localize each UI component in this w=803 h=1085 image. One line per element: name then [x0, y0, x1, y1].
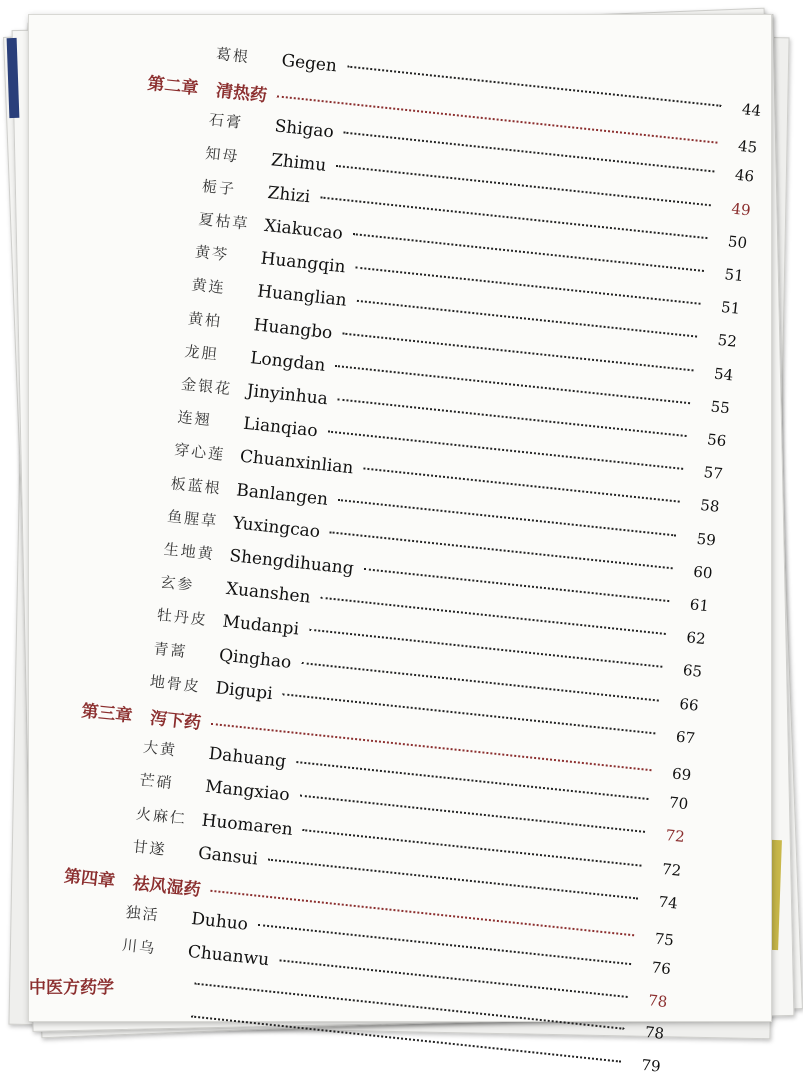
page-number: 54	[713, 364, 735, 385]
page-number: 61	[688, 595, 710, 616]
herb-pinyin-name: Digupi	[214, 678, 274, 704]
herb-pinyin-name: Mudanpi	[221, 612, 300, 640]
herb-chinese-name: 地骨皮	[149, 672, 202, 696]
herb-pinyin-name: Zhizi	[266, 182, 312, 208]
herb-pinyin-name: Chuanxinlian	[238, 446, 355, 479]
herb-chinese-name: 大黄	[142, 738, 178, 760]
herb-pinyin-name: Shengdihuang	[228, 545, 355, 579]
page-number: 74	[657, 892, 679, 913]
page-number: 79	[640, 1055, 662, 1076]
page-number: 67	[675, 727, 696, 748]
page-number: 78	[644, 1022, 665, 1043]
herb-pinyin-name: Dahuang	[207, 744, 287, 773]
herb-chinese-name: 川乌	[121, 936, 158, 958]
page-number: 57	[702, 463, 724, 484]
page-number: 72	[664, 826, 686, 847]
page-number: 75	[653, 929, 675, 950]
herb-chinese-name: 生地黄	[162, 540, 216, 564]
herb-chinese-name: 牡丹皮	[156, 606, 209, 630]
herb-pinyin-name: Huangbo	[252, 314, 334, 343]
herb-pinyin-name: Banlangen	[235, 479, 330, 510]
herb-chinese-name: 黄柏	[187, 308, 223, 331]
toc-page	[28, 14, 772, 1076]
page-number: 51	[723, 265, 745, 286]
herb-chinese-name: 黄芩	[194, 242, 230, 265]
herb-chinese-name: 栀子	[201, 176, 237, 199]
herb-chinese-name: 穿心莲	[173, 441, 227, 465]
herb-pinyin-name: Jinyinhua	[245, 380, 329, 410]
herb-pinyin-name: Xuanshen	[225, 578, 312, 608]
page-number: 49	[730, 199, 752, 220]
herb-chinese-name	[118, 981, 178, 987]
page-number: 65	[682, 661, 703, 682]
herb-chinese-name: 金银花	[180, 374, 233, 399]
herb-chinese-name: 独活	[124, 903, 161, 925]
page-number: 60	[692, 562, 714, 583]
chapter-title: 清热药	[215, 81, 268, 107]
page-number: 76	[650, 958, 672, 979]
page-number: 69	[671, 764, 693, 785]
herb-pinyin-name: Yuxingcao	[231, 512, 322, 542]
herb-chinese-name: 甘遂	[131, 837, 168, 859]
page-number: 72	[661, 859, 683, 880]
herb-chinese-name: 鱼腥草	[166, 507, 220, 531]
herb-chinese-name: 龙胆	[183, 341, 220, 364]
herb-pinyin-name: Qinghao	[218, 645, 293, 673]
page-number: 59	[695, 529, 717, 550]
book-title-footer: 中医方药学	[29, 978, 114, 998]
herb-chinese-name: 夏枯草	[197, 209, 251, 234]
page-number: 45	[737, 137, 759, 157]
page-number: 70	[668, 793, 690, 814]
herb-pinyin-name: Gegen	[280, 50, 338, 77]
herb-chinese-name: 连翘	[176, 407, 213, 430]
page-number: 50	[727, 232, 749, 253]
herb-chinese-name: 火麻仁	[135, 804, 188, 828]
page-number: 56	[706, 430, 728, 451]
herb-pinyin-name: Gansui	[197, 843, 259, 870]
herb-pinyin-name: Xiakucao	[263, 215, 344, 244]
page-number: 55	[709, 397, 731, 418]
herb-pinyin-name: Huomaren	[200, 810, 294, 840]
chapter-title: 祛风湿药	[131, 873, 202, 901]
herb-chinese-name	[115, 1014, 175, 1020]
herb-pinyin-name: Huanglian	[256, 281, 348, 312]
page-number: 66	[678, 694, 700, 715]
herb-chinese-name: 石膏	[208, 110, 244, 133]
page-number: 58	[699, 496, 721, 517]
page-number: 52	[716, 331, 738, 352]
chapter-number: 第三章	[80, 701, 134, 727]
herb-chinese-name: 板蓝根	[169, 474, 223, 498]
chapter-number: 第二章	[146, 74, 200, 100]
page-number: 51	[720, 298, 742, 319]
chapter-number: 第四章	[63, 866, 116, 892]
herb-chinese-name: 芒硝	[138, 771, 175, 793]
herb-pinyin-name: Mangxiao	[204, 777, 291, 806]
herb-pinyin-name: Shigao	[273, 116, 335, 143]
herb-pinyin-name: Lianqiao	[242, 413, 319, 442]
herb-pinyin-name: Chuanwu	[186, 942, 271, 971]
herb-pinyin-name: Longdan	[249, 347, 327, 376]
chapter-title: 泻下药	[149, 708, 202, 734]
page-number: 78	[647, 991, 669, 1012]
herb-chinese-name: 玄参	[159, 573, 196, 595]
herb-chinese-name: 青蒿	[152, 639, 189, 661]
page-number: 62	[685, 628, 707, 649]
page-number: 44	[741, 100, 762, 120]
herb-chinese-name: 黄连	[190, 275, 227, 298]
herb-pinyin-name: Zhimu	[270, 149, 328, 176]
herb-pinyin-name: Duhuo	[190, 909, 249, 935]
herb-chinese-name: 知母	[204, 143, 241, 166]
herb-chinese-name: 葛根	[215, 44, 251, 67]
page-number: 46	[734, 166, 755, 187]
herb-pinyin-name: Huangqin	[259, 248, 347, 278]
